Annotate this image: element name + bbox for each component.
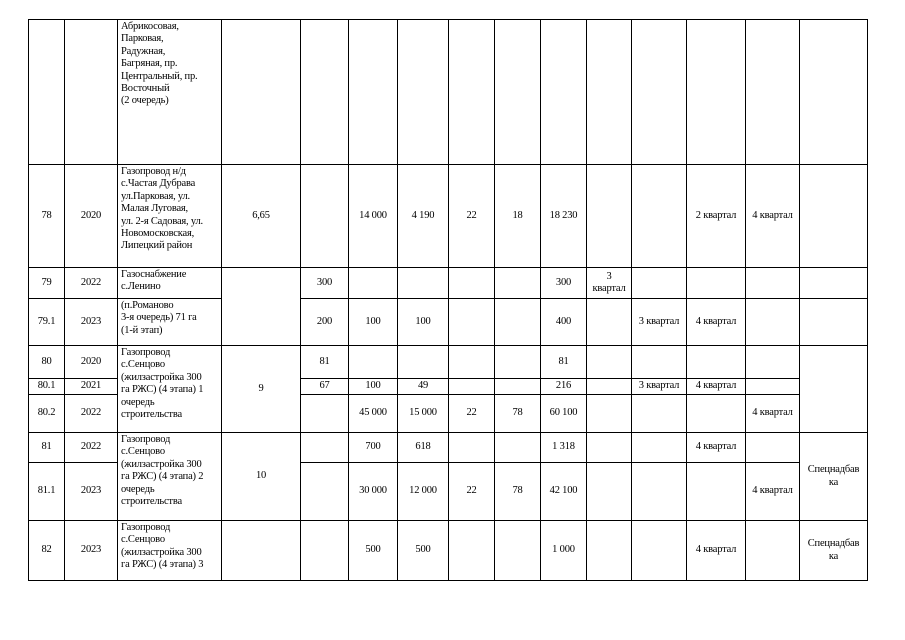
length-value: [222, 521, 301, 581]
cost-col-1: 200: [301, 299, 349, 346]
total-value: 60 100: [541, 395, 587, 433]
cost-col-5: 78: [495, 395, 541, 433]
quarter-col-4: 4 квартал: [746, 463, 800, 521]
table-row: [29, 346, 868, 379]
quarter-col-3: [687, 268, 746, 299]
cost-col-1: [301, 165, 349, 268]
quarter-col-1: [587, 521, 632, 581]
quarter-col-3: [687, 463, 746, 521]
quarter-col-2: [632, 20, 687, 165]
total-value: 400: [541, 299, 587, 346]
cost-col-3: 15 000: [398, 395, 449, 433]
row-number: 82: [29, 521, 65, 581]
quarter-col-2: [632, 346, 687, 379]
cost-col-5: [495, 346, 541, 379]
quarter-col-4: 4 квартал: [746, 395, 800, 433]
row-year: 2023: [65, 463, 118, 521]
quarter-col-3: 4 квартал: [687, 433, 746, 463]
note-cell: Спецнадбав ка: [800, 521, 868, 581]
cost-col-5: 78: [495, 463, 541, 521]
length-value: 6,65: [222, 165, 301, 268]
cost-col-4: [449, 521, 495, 581]
object-name: Газопровод с.Сенцово (жилзастройка 300 га РЖС) (4 этапа) 2 очередь строительства: [118, 433, 222, 521]
row-number: 80: [29, 346, 65, 379]
cost-col-3: [398, 268, 449, 299]
quarter-col-1: 3 квартал: [587, 268, 632, 299]
row-number: 79: [29, 268, 65, 299]
quarter-col-2: 3 квартал: [632, 379, 687, 395]
quarter-col-1: [587, 433, 632, 463]
table-row: [29, 521, 868, 581]
cost-col-1: 81: [301, 346, 349, 379]
length-value: [222, 268, 301, 346]
cost-col-3: [398, 346, 449, 379]
cost-col-2: [349, 268, 398, 299]
cost-col-4: [449, 433, 495, 463]
row-number: 79.1: [29, 299, 65, 346]
quarter-col-2: [632, 433, 687, 463]
cost-col-2: 100: [349, 379, 398, 395]
cost-col-1: [301, 521, 349, 581]
cost-col-2: 14 000: [349, 165, 398, 268]
cost-col-5: 18: [495, 165, 541, 268]
row-number: [29, 20, 65, 165]
object-name: Абрикосовая, Парковая, Радужная, Багряная, пр. Центральный, пр. Восточный (2 очередь): [118, 20, 222, 165]
length-value: [222, 20, 301, 165]
row-number: 78: [29, 165, 65, 268]
quarter-col-2: [632, 521, 687, 581]
quarter-col-3: 2 квартал: [687, 165, 746, 268]
cost-col-4: [449, 299, 495, 346]
cost-col-5: [495, 20, 541, 165]
quarter-col-3: 4 квартал: [687, 521, 746, 581]
quarter-col-4: [746, 299, 800, 346]
cost-col-1: [301, 395, 349, 433]
cost-col-1: [301, 20, 349, 165]
object-name: (п.Романово 3-я очередь) 71 га (1-й этап): [118, 299, 222, 346]
object-name: Газопровод с.Сенцово (жилзастройка 300 га РЖС) (4 этапа) 1 очередь строительства: [118, 346, 222, 433]
cost-col-3: 100: [398, 299, 449, 346]
cost-col-5: [495, 299, 541, 346]
cost-col-5: [495, 379, 541, 395]
total-value: [541, 20, 587, 165]
length-value: 10: [222, 433, 301, 521]
cost-col-1: [301, 433, 349, 463]
quarter-col-4: 4 квартал: [746, 165, 800, 268]
quarter-col-2: [632, 165, 687, 268]
quarter-col-1: [587, 165, 632, 268]
quarter-col-1: [587, 395, 632, 433]
quarter-col-3: 4 квартал: [687, 379, 746, 395]
row-year: 2022: [65, 395, 118, 433]
quarter-col-3: [687, 346, 746, 379]
total-value: 1 318: [541, 433, 587, 463]
table-row: [29, 299, 868, 346]
length-value: 9: [222, 346, 301, 433]
quarter-col-1: [587, 346, 632, 379]
cost-col-1: 67: [301, 379, 349, 395]
row-number: 81: [29, 433, 65, 463]
row-number: 80.2: [29, 395, 65, 433]
row-year: 2023: [65, 299, 118, 346]
cost-col-3: 618: [398, 433, 449, 463]
object-name: Газопровод н/д с.Частая Дубрава ул.Парковая, ул. Малая Луговая, ул. 2-я Садовая, ул. Новомосковская, Липецкий район: [118, 165, 222, 268]
row-number: 80.1: [29, 379, 65, 395]
note-cell: [800, 165, 868, 268]
quarter-col-2: [632, 463, 687, 521]
quarter-col-4: [746, 379, 800, 395]
row-number: 81.1: [29, 463, 65, 521]
total-value: 18 230: [541, 165, 587, 268]
cost-col-2: 500: [349, 521, 398, 581]
table-row: [29, 268, 868, 299]
total-value: 81: [541, 346, 587, 379]
quarter-col-1: [587, 379, 632, 395]
quarter-col-1: [587, 463, 632, 521]
quarter-col-3: [687, 20, 746, 165]
row-year: 2020: [65, 346, 118, 379]
table-row: [29, 20, 868, 165]
quarter-col-3: [687, 395, 746, 433]
cost-col-2: 100: [349, 299, 398, 346]
note-cell: [800, 346, 868, 433]
table-row: [29, 165, 868, 268]
cost-col-4: [449, 20, 495, 165]
cost-col-5: [495, 521, 541, 581]
total-value: 1 000: [541, 521, 587, 581]
note-cell: [800, 20, 868, 165]
cost-col-5: [495, 433, 541, 463]
quarter-col-1: [587, 20, 632, 165]
note-cell: [800, 268, 868, 299]
cost-col-5: [495, 268, 541, 299]
row-year: 2023: [65, 521, 118, 581]
object-name: Газопровод с.Сенцово (жилзастройка 300 га РЖС) (4 этапа) 3: [118, 521, 222, 581]
quarter-col-2: 3 квартал: [632, 299, 687, 346]
quarter-col-4: [746, 346, 800, 379]
quarter-col-1: [587, 299, 632, 346]
row-year: 2020: [65, 165, 118, 268]
cost-col-4: 22: [449, 165, 495, 268]
cost-col-4: [449, 268, 495, 299]
row-year: 2022: [65, 268, 118, 299]
cost-col-3: [398, 20, 449, 165]
quarter-col-2: [632, 268, 687, 299]
cost-col-2: [349, 346, 398, 379]
cost-col-4: [449, 379, 495, 395]
quarter-col-4: [746, 20, 800, 165]
cost-col-3: 4 190: [398, 165, 449, 268]
row-year: 2022: [65, 433, 118, 463]
cost-col-4: 22: [449, 395, 495, 433]
investment-program-table: [28, 19, 868, 581]
cost-col-2: [349, 20, 398, 165]
cost-col-3: 49: [398, 379, 449, 395]
quarter-col-3: 4 квартал: [687, 299, 746, 346]
quarter-col-4: [746, 521, 800, 581]
quarter-col-4: [746, 433, 800, 463]
table-row: [29, 433, 868, 463]
cost-col-3: 500: [398, 521, 449, 581]
object-name: Газоснабжение с.Ленино: [118, 268, 222, 299]
total-value: 300: [541, 268, 587, 299]
quarter-col-2: [632, 395, 687, 433]
total-value: 216: [541, 379, 587, 395]
row-year: 2021: [65, 379, 118, 395]
cost-col-2: 30 000: [349, 463, 398, 521]
cost-col-4: [449, 346, 495, 379]
cost-col-3: 12 000: [398, 463, 449, 521]
total-value: 42 100: [541, 463, 587, 521]
cost-col-1: [301, 463, 349, 521]
cost-col-2: 700: [349, 433, 398, 463]
cost-col-4: 22: [449, 463, 495, 521]
cost-col-1: 300: [301, 268, 349, 299]
cost-col-2: 45 000: [349, 395, 398, 433]
quarter-col-4: [746, 268, 800, 299]
note-cell: Спецнадбав ка: [800, 433, 868, 521]
row-year: [65, 20, 118, 165]
note-cell: [800, 299, 868, 346]
